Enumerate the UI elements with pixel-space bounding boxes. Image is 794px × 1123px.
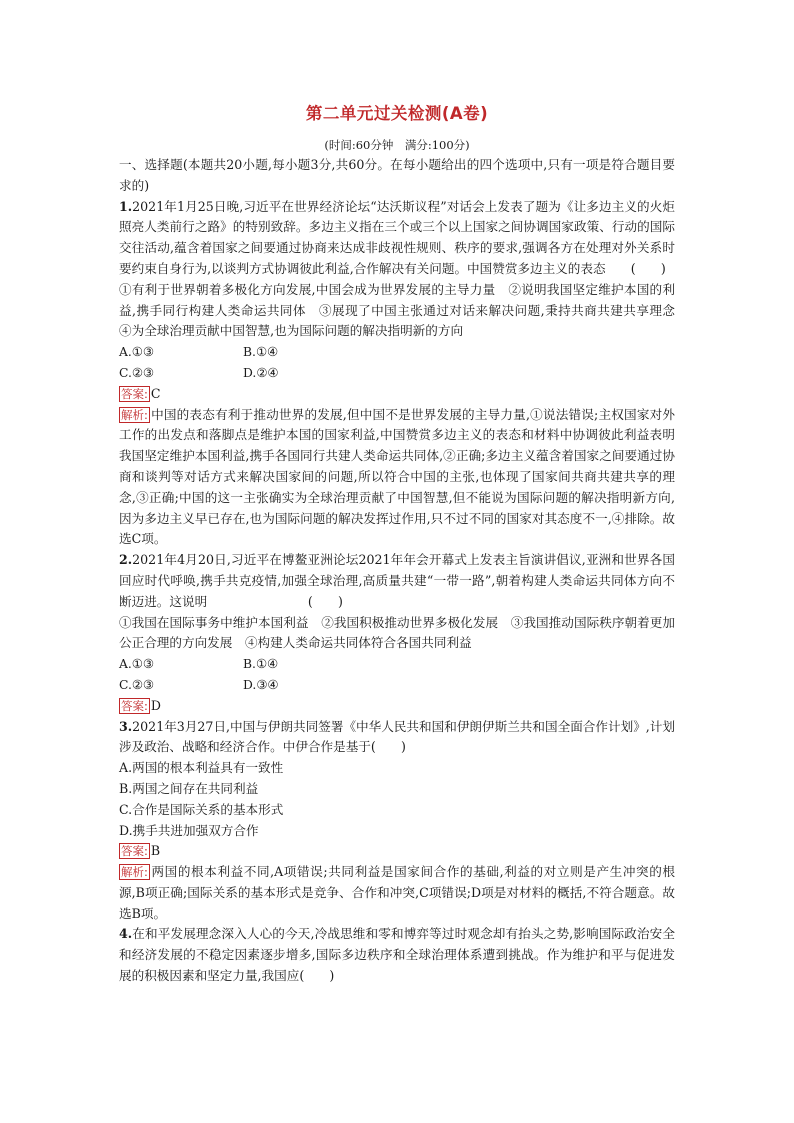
question-2 — [119, 550, 675, 716]
option-b: B.①④ — [243, 345, 278, 360]
options-row — [119, 675, 675, 696]
question-stem: 2021年3月27日,中国与伊朗共同签署《中华人民共和国和伊朗伊斯兰共和国全面合作计划》,计划涉及政治、战略和经济合作。中伊合作是基于( ) — [119, 718, 675, 755]
answer-tag: 答案: — [121, 386, 148, 401]
option-d: D.携手共进加强双方合作 — [119, 822, 259, 838]
question-number: 1. — [119, 198, 133, 214]
option-a: A.①③ — [119, 657, 154, 672]
question-statements: ①我国在国际事务中维护本国利益 ②我国积极推动世界多极化发展 ③我国推动国际秩序朝着更加公正合理的方向发展 ④构建人类命运共同体符合各国共同利益 — [119, 614, 675, 651]
question-4 — [119, 924, 675, 986]
option-b: B.①④ — [243, 657, 278, 672]
options-row — [119, 363, 675, 384]
answer-value: D — [150, 697, 161, 713]
analysis-text: 中国的表态有利于推动世界的发展,但中国不是世界发展的主导力量,①说法错误;主权国家对外工作的出发点和落脚点是维护本国的国家利益,中国赞赏多边主义的表态和材料中协调彼此利益表明我国坚定维护本国利益,携手各国同行共建人类命运共同体,②正确;多边主义蕴含着国家之间要通过协商和谈判等对话方式来解决国家间的问题,所以符合中国的主张,也体现了国家间共商共建共享的理念,③正确;中国的这一主张确实为全球治理贡献了中国智慧,但不能说为国际问题的解决指明新方向,因为多边主义早已存在,也为国际问题的解决发挥过作用,只不过不同的国家对其态度不一,④排除。故选C项。 — [119, 406, 675, 547]
question-stem: 2021年1月25日晚,习近平在世界经济论坛“达沃斯议程”对话会上发表了题为《让多边主义的火炬照亮人类前行之路》的特别致辞。多边主义指在三个或三个以上国家之间协调国家政策、行动的国际交往活动,蕴含着国家之间要通过协商来达成非歧视性规则、秩序的要求,强调各方在处理对外关系时要约束自身行为,以谈判方式协调彼此利益,合作解决有关问题。中国赞赏多边主义的表态 ( ) — [119, 198, 675, 276]
answer-line — [119, 384, 675, 405]
question-number: 2. — [119, 552, 133, 568]
option-d: D.③④ — [243, 677, 279, 692]
analysis-block — [119, 862, 675, 924]
section-heading: 一、选择题(本题共20小题,每小题3分,共60分。在每小题给出的四个选项中,只有一项是符合题目要求的) — [119, 157, 675, 193]
question-3 — [119, 717, 675, 925]
option-a: A.两国的根本利益具有一致性 — [119, 760, 284, 776]
document-page — [119, 104, 688, 987]
option-c: C.合作是国际关系的基本形式 — [119, 801, 284, 817]
option-c: C.②③ — [119, 365, 154, 380]
question-stem: 在和平发展理念深入人心的今天,冷战思维和零和博弈等过时观念却有抬头之势,影响国际政治安全和经济发展的不稳定因素逐步增多,国际多边秩序和全球治理体系遭到挑战。作为维护和平与促进发展的积极因素和坚定力量,我国应( ) — [119, 926, 675, 984]
exam-info: (时间:60分钟 满分:100分) — [324, 138, 470, 152]
analysis-tag: 解析: — [121, 865, 148, 880]
option-b: B.两国之间存在共同利益 — [119, 780, 259, 796]
question-1 — [119, 197, 688, 551]
analysis-tag: 解析: — [121, 407, 148, 422]
answer-line — [119, 841, 675, 862]
answer-value: C — [150, 385, 161, 401]
analysis-block — [119, 405, 675, 551]
question-number: 3. — [119, 718, 133, 734]
option-c: C.②③ — [119, 677, 154, 692]
page-title: 第二单元过关检测(A卷) — [305, 104, 489, 123]
analysis-text: 两国的根本利益不同,A项错误;共同利益是国家间合作的基础,利益的对立则是产生冲突的根源,B项正确;国际关系的基本形式是竞争、合作和冲突,C项错误;D项是对材料的概括,不符合题意。故选B项。 — [119, 864, 675, 921]
options-row — [119, 654, 675, 675]
options-row — [119, 342, 675, 363]
option-d: D.②④ — [243, 365, 279, 380]
question-number: 4. — [119, 926, 133, 942]
question-statements: ①有利于世界朝着多极化方向发展,中国会成为世界发展的主导力量 ②说明我国坚定维护本国的利益,携手同行构建人类命运共同体 ③展现了中国主张通过对话来解决问题,秉持共商共建共享理念 ④为全球治理贡献中国智慧,也为国际问题的解决指明新的方向 — [119, 281, 688, 339]
answer-tag: 答案: — [121, 698, 148, 713]
answer-line — [119, 696, 675, 717]
option-a: A.①③ — [119, 345, 154, 360]
answer-value: B — [150, 843, 161, 859]
answer-tag: 答案: — [121, 844, 148, 859]
question-stem: 2021年4月20日,习近平在博鳌亚洲论坛2021年年会开幕式上发表主旨演讲倡议,亚洲和世界各国回应时代呼唤,携手共克疫情,加强全球治理,高质量共建“一带一路”,朝着构建人类命运共同体方向不断迈进。这说明 ( ) — [119, 552, 675, 609]
